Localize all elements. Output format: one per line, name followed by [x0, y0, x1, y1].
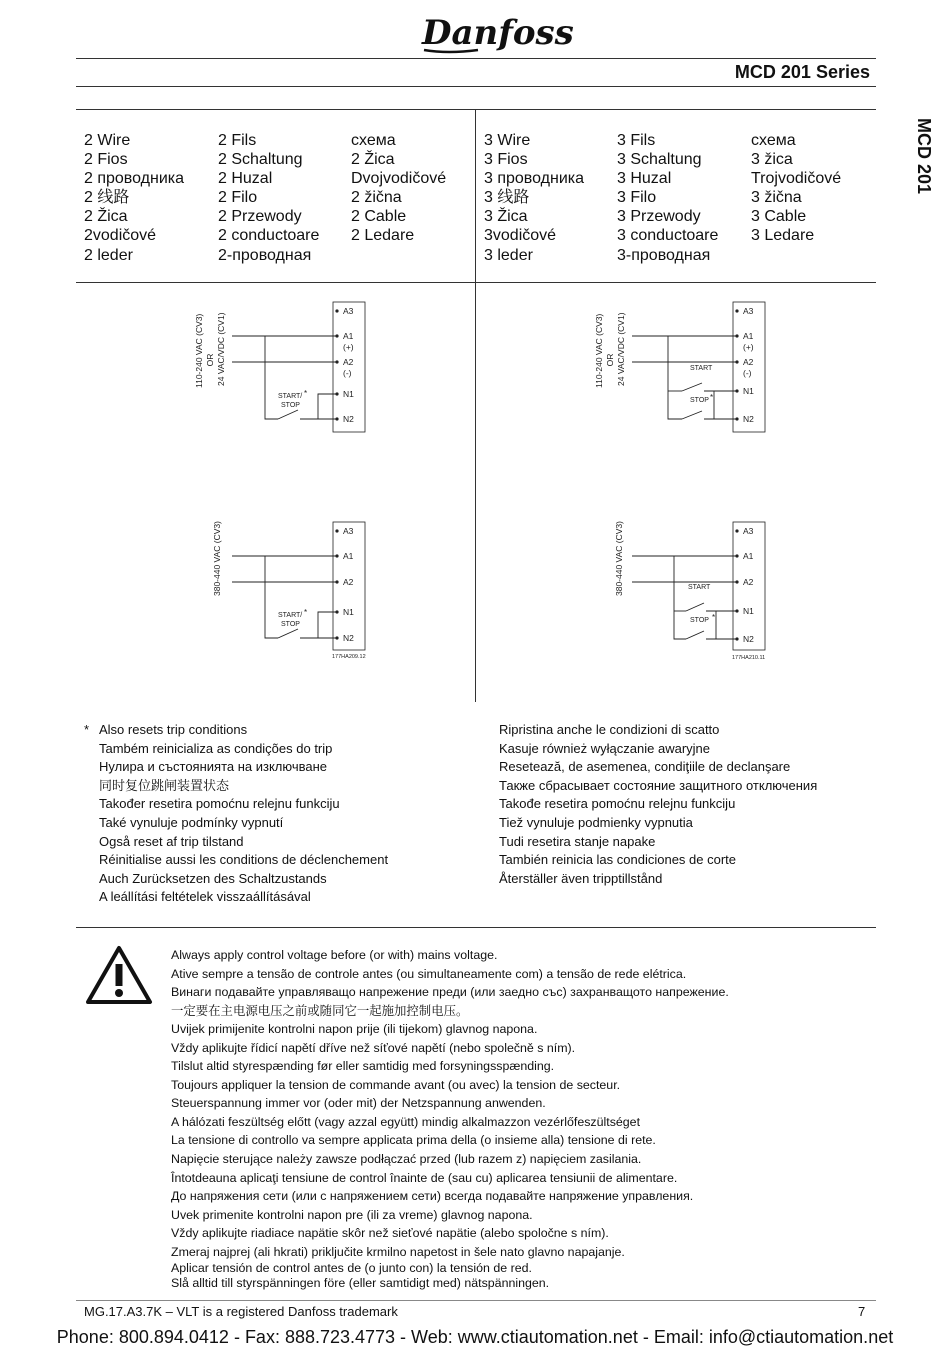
warning-line: Винаги подавайте управляващо напрежение преди (или заедно със) захранващото напрежение. [171, 985, 729, 1000]
stop-label: STOP [690, 397, 709, 404]
warning-icon [84, 944, 154, 1006]
note-line: También reinicia las condiciones de corte [499, 852, 737, 868]
warning-line: До напряжения сети (или с напряжением сети) всегда подавайте напряжение управления. [171, 1189, 694, 1204]
warning-line: 一定要在主电源电压之前或随同它一起施加控制电压。 [171, 1003, 469, 1018]
label: 2 Žica [84, 208, 128, 226]
note-line: Также сбрасывает состояние защитного отключения [499, 777, 818, 793]
label: 2 Cable [351, 208, 407, 226]
label: 2vodičové [84, 227, 157, 245]
label: 2 leder [84, 246, 133, 264]
terminal-label: N1 [343, 607, 354, 617]
label: 2 Ledare [351, 227, 415, 245]
polarity-label: (-) [343, 368, 352, 378]
note-line: Tudi resetira stanje napake [499, 833, 656, 849]
warning-line: Slå alltid till styrspänningen före (eller samtidigt med) nätspänningen. [171, 1276, 550, 1291]
warning-line: Ative sempre a tensão de controle antes (ou simultaneamente com) a tensão de rede elétrica. [171, 966, 687, 981]
polarity-label: (-) [743, 368, 752, 378]
side-tab-label: MCD 201 [914, 118, 934, 195]
label: 3 Schaltung [617, 151, 702, 169]
side-tab [912, 118, 942, 218]
warning-text [171, 946, 729, 1291]
warning-line: Vždy aplikujte řídicí napětí dříve než síťové napětí (nebo společně s ním). [171, 1040, 576, 1055]
start-label: START [690, 365, 713, 372]
terminal-label: A3 [743, 306, 754, 316]
label: 2 Wire [84, 132, 131, 149]
diagram-2wire-high-voltage [180, 518, 380, 663]
document-reference: MG.17.A3.7K – VLT is a registered Danfoss trademark [84, 1304, 398, 1319]
label: 2 线路 [84, 189, 130, 207]
label: 3 Filo [617, 189, 657, 207]
polarity-label: (+) [343, 342, 354, 352]
label: 3vodičové [484, 227, 557, 245]
label: 2 Fils [218, 132, 257, 149]
figure-ref: 177HA210.11 [732, 655, 766, 661]
note-line: Tiež vynuluje podmienky vypnutia [499, 814, 693, 830]
terminal-label: N1 [743, 386, 754, 396]
warning-line: Toujours appliquer la tension de commande avant (ou avec) la tension de secteur. [171, 1077, 621, 1092]
label: 3 žica [751, 151, 793, 169]
label: 3-проводная [617, 246, 711, 264]
wire-header-rule [76, 282, 876, 283]
asterisk: * [304, 389, 308, 398]
note-line: Réinitialise aussi les conditions de déclenchement [99, 852, 389, 868]
note-line: Kasuje również wyłączanie awaryjne [499, 740, 710, 756]
note-line: Ripristina anche le condizioni di scatto [499, 722, 720, 737]
label: 3 线路 [484, 189, 530, 207]
label: 3 Przewody [617, 208, 701, 226]
terminal-label: N2 [343, 414, 354, 424]
label: Trojvodičové [751, 170, 842, 188]
notes-right [499, 721, 817, 888]
stop-label: STOP [690, 617, 709, 624]
label: 2 Schaltung [218, 151, 303, 169]
terminal-label: A2 [343, 577, 354, 587]
start-stop-label: STOP [281, 621, 300, 628]
label: 3 проводника [484, 170, 585, 188]
terminal-label: A3 [343, 526, 354, 536]
terminal-label: N2 [743, 414, 754, 424]
content-rule-top [76, 109, 876, 110]
warning-line: La tensione di controllo va sempre applicata prima della (o insieme alla) tensione di rete. [171, 1133, 656, 1148]
label: 2-проводная [218, 246, 312, 264]
warning-line: Zmeraj najprej (ali hkrati) priključite krmilno napetost in šele nato glavno napajanje. [171, 1244, 625, 1259]
warning-rule [76, 927, 876, 928]
start-stop-label: STOP [281, 402, 300, 409]
two-wire-col2 [218, 131, 319, 265]
warning-line: Tilslut altid styrespænding før eller samtidig med forsyningsspænding. [171, 1059, 555, 1074]
label: 3 Fils [617, 132, 656, 149]
header-rule-top [76, 58, 876, 59]
terminal-label: A3 [343, 306, 354, 316]
terminal-block [733, 302, 765, 432]
diagram-3wire-high-voltage [580, 518, 780, 663]
terminal-label: A1 [343, 551, 354, 561]
page-number: 7 [858, 1304, 866, 1319]
note-line: Also resets trip conditions [99, 722, 248, 737]
label: 2 Žica [351, 151, 395, 169]
label: 2 Huzal [218, 170, 273, 188]
supply-or-label: OR [605, 353, 615, 367]
label: 3 Wire [484, 132, 531, 149]
notes-left [99, 721, 388, 907]
asterisk: * [304, 608, 308, 617]
label: 3 conductoare [617, 227, 719, 245]
figure-ref: 177HA209.12 [332, 654, 366, 660]
label: 2 conductoare [218, 227, 320, 245]
danfoss-logo [418, 10, 574, 58]
warning-line: Întotdeauna aplicaţi tensiune de control înainte de (sau cu) aplicarea tensiunii de alimentare. [171, 1170, 678, 1185]
label: 3 leder [484, 246, 533, 264]
label: схема [751, 132, 796, 149]
label: 3 Huzal [617, 170, 672, 188]
note-line: 同时复位跳闸装置状态 [99, 777, 230, 793]
label: 3 Ledare [751, 227, 815, 245]
note-line: A leállítási feltételek visszaállításával [99, 889, 311, 905]
footnote-star: * [84, 722, 90, 737]
series-title: MCD 201 Series [734, 62, 870, 82]
note-line: Také vynuluje podmínky vypnutí [99, 814, 284, 830]
warning-line: Aplicar tensión de control antes de (o junto con) la tensión de red. [171, 1261, 532, 1276]
asterisk: * [712, 613, 716, 622]
note-line: Også reset af trip tilstand [99, 833, 244, 849]
supply-label: 380-440 VAC (CV3) [614, 521, 624, 596]
asterisk: * [710, 393, 714, 402]
terminal-label: A1 [343, 331, 354, 341]
note-line: Também reinicializa as condições do trip [99, 740, 333, 756]
warning-line: Napięcie sterujące należy zawsze podłączać przed (lub razem z) napięciem zasilania. [171, 1152, 642, 1167]
label: 2 Fios [84, 151, 128, 169]
two-wire-col1 [84, 131, 184, 265]
three-wire-col1 [484, 131, 584, 265]
two-wire-col3 [351, 131, 446, 246]
label: Dvojvodičové [351, 170, 447, 188]
note-line: Нулира и състоянията на изключване [99, 759, 328, 775]
polarity-label: (+) [743, 342, 754, 352]
terminal-label: A1 [743, 551, 754, 561]
warning-line: Vždy aplikujte riadiace napätie skôr než sieťové napätie (alebo spoločne s ním). [171, 1226, 609, 1241]
start-label: START [688, 584, 711, 591]
note-line: Takođe resetira pomoćnu relejnu funkciju [499, 796, 736, 812]
logo-text: Danfoss [422, 13, 574, 53]
note-line: Također resetira pomoćnu relejnu funkciju [99, 796, 340, 812]
supply-label: 110-240 VAC (CV3) [194, 313, 204, 388]
label: 3 Žica [484, 208, 528, 226]
wiring [632, 556, 737, 639]
note-line: Resetează, de asemenea, condiţiile de declanşare [499, 759, 791, 775]
contact-line: Phone: 800.894.0412 - Fax: 888.723.4773 - Web: www.ctiautomation.net - Email: info@ctiautomation.net [56, 1327, 894, 1347]
header-rule-bottom [76, 86, 876, 87]
terminal-label: A2 [343, 357, 354, 367]
footer-rule [76, 1300, 876, 1301]
terminal-label: N2 [343, 633, 354, 643]
three-wire-col2 [617, 131, 718, 265]
label: 3 žična [751, 189, 802, 207]
center-divider [475, 110, 476, 702]
start-stop-label: START/ [278, 612, 303, 619]
label: 2 Filo [218, 189, 258, 207]
terminal-label: A1 [743, 331, 754, 341]
diagram-2wire-low-voltage [180, 298, 380, 438]
label: 2 žična [351, 189, 402, 207]
supply-or-label: OR [205, 353, 215, 367]
label: 2 проводника [84, 170, 185, 188]
wiring [632, 336, 737, 419]
three-wire-col3 [751, 131, 841, 246]
label: 3 Cable [751, 208, 807, 226]
supply-label: 24 VAC/VDC (CV1) [216, 312, 226, 386]
warning-line: Uvek primenite kontrolni napon pre (ili za vreme) glavnog napona. [171, 1207, 533, 1222]
label: 3 Fios [484, 151, 528, 169]
label: 2 Przewody [218, 208, 302, 226]
terminal-label: N2 [743, 634, 754, 644]
terminal-label: N1 [343, 389, 354, 399]
terminal-block [333, 302, 365, 432]
label: схема [351, 132, 396, 149]
supply-label: 380-440 VAC (CV3) [212, 521, 222, 596]
warning-line: Always apply control voltage before (or with) mains voltage. [171, 948, 498, 962]
terminal-label: N1 [743, 606, 754, 616]
note-line: Auch Zurücksetzen des Schaltzustands [99, 870, 327, 886]
terminal-label: A2 [743, 357, 754, 367]
note-line: Återställer även tripptillstånd [499, 870, 663, 886]
warning-line: Uvijek primijenite kontrolni napon prije (ili tijekom) glavnog napona. [171, 1022, 538, 1037]
terminal-label: A3 [743, 526, 754, 536]
terminal-label: A2 [743, 577, 754, 587]
supply-label: 24 VAC/VDC (CV1) [616, 312, 626, 386]
warning-line: Steuerspannung immer vor (oder mit) der Netzspannung anwenden. [171, 1096, 546, 1111]
diagram-3wire-low-voltage [580, 298, 780, 438]
start-stop-label: START/ [278, 393, 303, 400]
supply-label: 110-240 VAC (CV3) [594, 313, 604, 388]
warning-line: A hálózati feszültség előtt (vagy azzal együtt) mindig alkalmazzon vezérlőfeszültséget [171, 1114, 641, 1129]
